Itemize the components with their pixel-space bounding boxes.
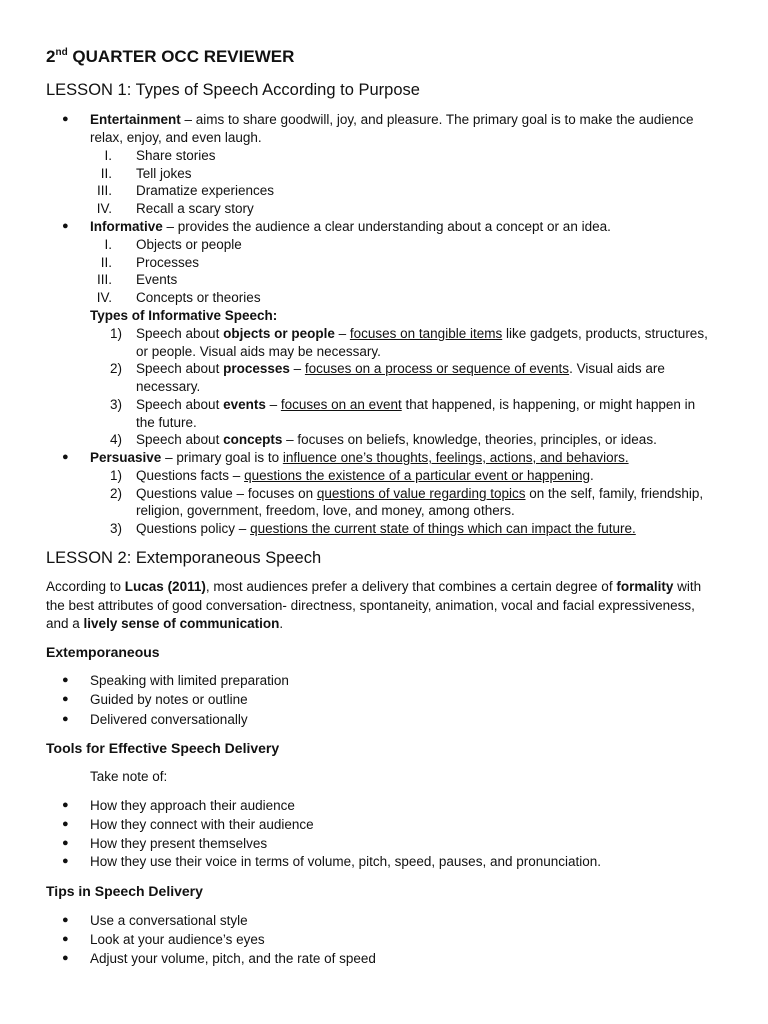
bullet-icon: ● <box>62 914 69 926</box>
bullet-icon: ● <box>62 113 69 125</box>
types-informative-heading: Types of Informative Speech: <box>90 308 278 323</box>
bullet-icon: ● <box>62 933 69 945</box>
extemporaneous-heading: Extemporaneous <box>46 644 160 660</box>
tools-heading: Tools for Effective Speech Delivery <box>46 740 280 756</box>
bullet-icon: ● <box>62 693 69 705</box>
document-page: 2nd QUARTER OCC REVIEWER LESSON 1: Types of Speech According to Purpose ● Entertainment – aims to share goodwill, joy, and pleasure. The primary goal is to make the audience relax, enjoy, and even laugh. I. Share stories II. Tell jokes III. Dramatize experiences IV. Recall a scary story ● Informative – provides the audience a clear understanding about a concept or an idea. I. Objects or people II. Processes III. Events IV. Concepts or theories Types of Informative Speech: 1) Speech about objects or people – focuses on tangible items like gadgets, products, structures, or people. Visual aids may be necessary. 2) Speech about processes – focuses on a process or sequence of events. Visual aids are necessary. 3) Speech about events – focuses on an event that happened, is happening, or might happen in the future. 4) Speech about concepts – focuses on beliefs, knowledge, theories, principles, or ideas. ● Persuasive – primary goal is to influence one’s thoughts, feelings, actions, and behaviors. 1) Questions facts – questions the existence of a particular event or happening. 2) Questions value – focuses on questions of value regarding topics on the self, family, friendship, religion, government, freedom, love, and money, among others. 3) Questions policy – questions the current state of things which can impact the future. LESSON 2: Extemporaneous Speech According to Lucas (2011), most audiences prefer a delivery that combines a certain degree of formality with the best attributes of good conversation- directness, spontaneity, animation, vocal and facial expressiveness, and a lively sense of communication. Extemporaneous ● Speaking with limited preparation ● Guided by notes or outline ● Delivered conversationally Tools for Effective Speech Delivery Take note of: ● How they approach their audience ● How they connect with their audience ● How they present themselves ● How they use their voice in terms of volume, pitch, speed, pauses, and pronunciation. Tips in Speech Delivery ● Use a conversational style ● Look at your audience’s eyes ● Adjust your volume, pitch, and the rate of speed <box>0 0 768 1024</box>
take-note-text: Take note of: <box>90 769 168 784</box>
intro-paragraph-line2: the best attributes of good conversation- directness, spontaneity, animation, vocal and facial expressiveness, <box>46 598 695 613</box>
lesson1-heading: LESSON 1: Types of Speech According to Purpose <box>46 81 420 99</box>
bullet-icon: ● <box>62 220 69 232</box>
intro-paragraph-line3: and a lively sense of communication. <box>46 616 284 631</box>
bullet-icon: ● <box>62 952 69 964</box>
persuasive-desc: Persuasive – primary goal is to influence one’s thoughts, feelings, actions, and behaviors. <box>90 450 629 465</box>
title-superscript: nd <box>55 47 68 58</box>
informative-desc: Informative – provides the audience a clear understanding about a concept or an idea. <box>90 219 611 234</box>
title-number: 2 <box>46 47 56 66</box>
bullet-icon: ● <box>62 799 69 811</box>
bullet-icon: ● <box>62 818 69 830</box>
entertainment-desc-line2: relax, enjoy, and even laugh. <box>90 130 262 145</box>
intro-paragraph: According to Lucas (2011), most audiences prefer a delivery that combines a certain degree of formality with <box>46 579 702 594</box>
lesson2-heading: LESSON 2: Extemporaneous Speech <box>46 549 322 567</box>
bullet-icon: ● <box>62 837 69 849</box>
bullet-icon: ● <box>62 855 69 867</box>
entertainment-desc: Entertainment – aims to share goodwill, joy, and pleasure. The primary goal is to make the audience <box>90 112 694 127</box>
tips-heading: Tips in Speech Delivery <box>46 883 203 899</box>
bullet-icon: ● <box>62 713 69 725</box>
page-title <box>46 46 294 68</box>
bullet-icon: ● <box>62 674 69 686</box>
title-text: QUARTER OCC REVIEWER <box>67 47 295 66</box>
bullet-icon: ● <box>62 451 69 463</box>
